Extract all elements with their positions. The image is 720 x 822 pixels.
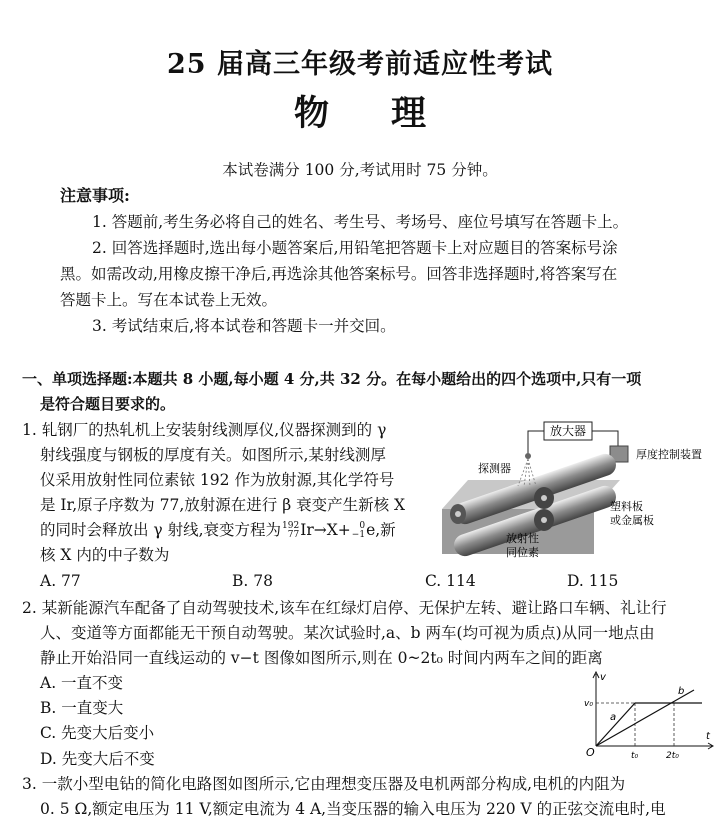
q1-line-1: 1. 轧钢厂的热轧机上安装射线测厚仪,仪器探测到的 γ: [22, 421, 387, 439]
v0-label: v₀: [584, 699, 593, 709]
ir-atomic-number: 77: [287, 530, 300, 540]
q1-line-6: 核 X 内的中子数为: [40, 546, 170, 564]
q3-line-2: 0. 5 Ω,额定电压为 11 V,额定电流为 4 A,当变压器的输入电压为 220 V 的正弦交流电时,电: [40, 800, 666, 818]
q1-line-2: 射线强度与钢板的厚度有关。如图所示,某射线测厚: [40, 446, 386, 464]
electron-mass-number: 0: [359, 521, 366, 531]
q1-line-3: 仪采用放射性同位素铱 192 作为放射源,其化学符号: [40, 471, 395, 489]
source-label-2: 同位素: [506, 546, 539, 559]
q1-option-d: D. 115: [567, 572, 619, 590]
note-item-2-line-1: 2. 回答选择题时,选出每小题答案后,用铅笔把答题卡上对应题目的答案标号涂: [92, 239, 618, 257]
note-item-2-line-2: 黑。如需改动,用橡皮擦干净后,再选涂其他答案标号。回答非选择题时,将答案写在: [60, 265, 618, 283]
q3-line-1: 3. 一款小型电钻的简化电路图如图所示,它由理想变压器及电机两部分构成,电机的内阻为: [22, 775, 626, 793]
roller-axle-lower: [541, 517, 547, 523]
thickness-control-label: 厚度控制装置: [636, 448, 702, 461]
q1-line-5: [40, 517, 396, 543]
exam-title: 25 届高三年级考前适应性考试: [167, 49, 553, 80]
v-axis-label: v: [600, 672, 606, 683]
vt-graph: [582, 668, 716, 762]
q2-option-a: A. 一直不变: [40, 674, 124, 692]
detector: [525, 453, 531, 459]
amplifier-label: 放大器: [549, 424, 587, 438]
q1-option-a: A. 77: [40, 572, 81, 590]
q2-option-d: D. 先变大后不变: [40, 750, 155, 768]
detector-label: 探测器: [478, 462, 511, 475]
q2-line-2: 人、变道等方面都能无干预自动驾驶。某次试验时,a、b 两车(均可视为质点)从同一地点由: [40, 624, 655, 642]
q1-line-5-text-b: Ir→X+: [300, 521, 351, 539]
q1-line-5-text-a: 的同时会释放出 γ 射线,衰变方程为: [40, 521, 282, 539]
line-b-label: b: [678, 686, 685, 697]
q2-line-1: 2. 某新能源汽车配备了自动驾驶技术,该车在红绿灯启停、无保护左转、避让路口车辆、礼让行: [22, 599, 667, 617]
q1-option-b: B. 78: [232, 572, 273, 590]
q1-option-c: C. 114: [425, 572, 476, 590]
notes-heading: 注意事项:: [60, 186, 130, 205]
2t0-label: 2t₀: [666, 751, 679, 761]
origin-label: O: [586, 746, 595, 759]
subject-title: 物理: [293, 93, 488, 134]
note-item-2-line-3: 答题卡上。写在本试卷上无效。: [60, 291, 278, 309]
q2-option-b: B. 一直变大: [40, 699, 124, 717]
exam-info: 本试卷满分 100 分,考试用时 75 分钟。: [222, 161, 498, 179]
roller-axle-upper: [541, 495, 547, 501]
electron-charge-number: −1: [351, 530, 366, 540]
note-item-3: 3. 考试结束后,将本试卷和答题卡一并交回。: [92, 317, 396, 335]
q1-line-4: 是 Ir,原子序数为 77,放射源在进行 β 衰变产生新核 X: [40, 496, 406, 514]
q1-line-5-text-c: e,新: [366, 521, 396, 539]
section1-heading-line-2: 是符合题目要求的。: [40, 395, 176, 413]
t0-label: t₀: [631, 751, 639, 761]
ir-mass-number: 192: [282, 521, 300, 531]
source-label-1: 放射性: [506, 532, 539, 545]
line-a: [596, 703, 702, 746]
plate-label-2: 或金属板: [610, 514, 654, 527]
plate-label-1: 塑料板: [610, 500, 643, 513]
thickness-gauge-figure: [440, 414, 720, 564]
roller-axle: [455, 511, 461, 517]
ir-nuclide-numbers: [282, 522, 299, 540]
q2-line-3: 静止开始沿同一直线运动的 v−t 图像如图所示,则在 0~2t₀ 时间内两车之间的距离: [40, 649, 603, 667]
section1-heading-line-1: 一、单项选择题:本题共 8 小题,每小题 4 分,共 32 分。在每小题给出的四个选项中,只有一项: [22, 370, 642, 388]
t-axis-label: t: [706, 731, 710, 742]
q2-option-c: C. 先变大后变小: [40, 724, 155, 742]
line-a-label: a: [610, 712, 617, 723]
note-item-1: 1. 答题前,考生务必将自己的姓名、考生号、考场号、座位号填写在答题卡上。: [92, 213, 629, 231]
electron-numbers: [352, 522, 365, 540]
